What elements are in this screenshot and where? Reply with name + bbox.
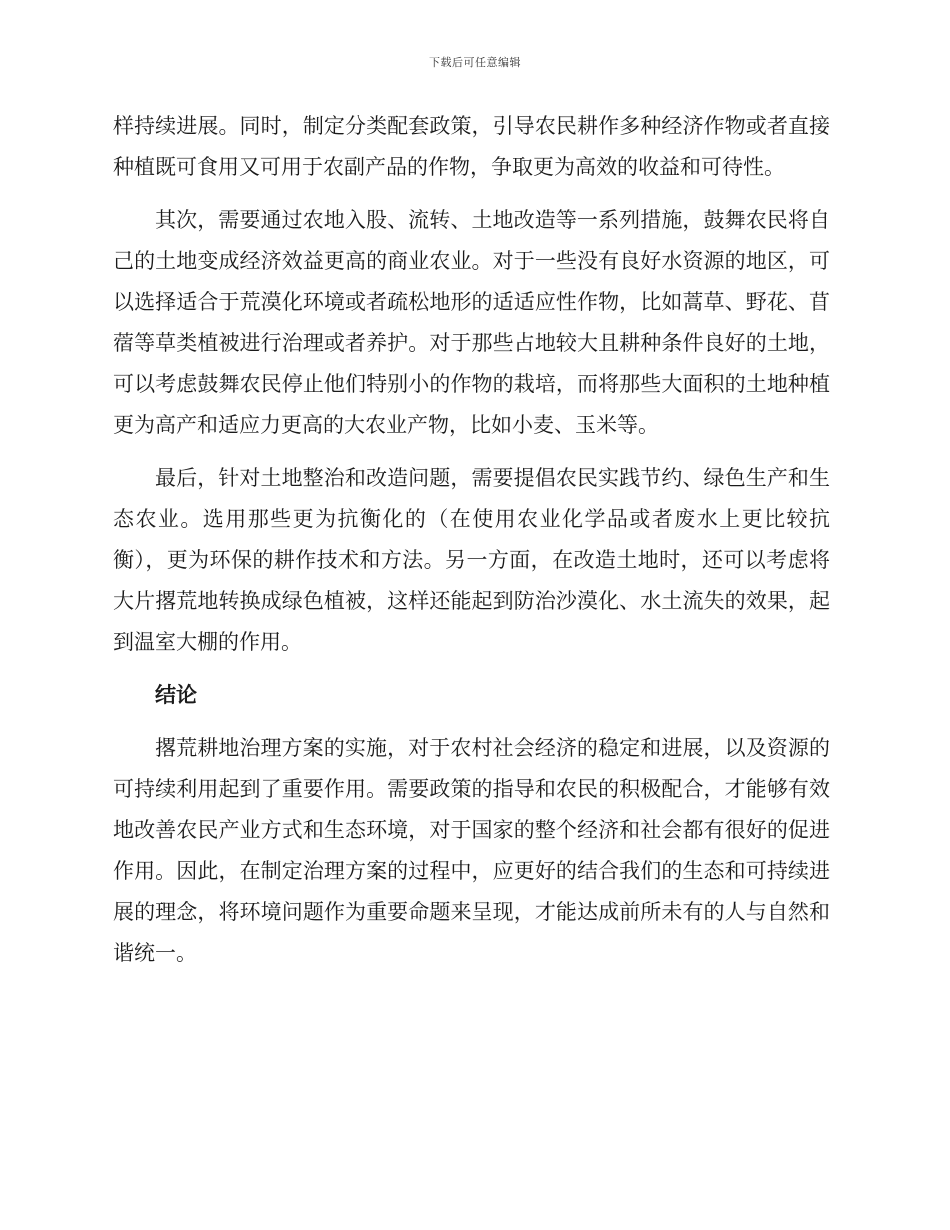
- section-heading-conclusion: 结论: [155, 683, 197, 707]
- paragraph-conclusion: 撂荒耕地治理方案的实施，对于农村社会经济的稳定和进展，以及资源的可持续利用起到了重要作用。需要政策的指导和农民的积极配合，才能够有效地改善农民产业方式和生态环境，对于国家的整个经济和社会都有很好的促进作用。因此，在制定治理方案的过程中，应更好的结合我们的生态和可持续进展的理念，将环境问题作为重要命题来呈现，才能达成前所未有的人与自然和谐统一。: [113, 736, 830, 965]
- paragraph-secondly: 其次，需要通过农地入股、流转、土地改造等一系列措施，鼓舞农民将自己的土地变成经济效益更高的商业农业。对于一些没有良好水资源的地区，可以选择适合于荒漠化环境或者疏松地形的适适应性作物，比如蒿草、野花、苜蓿等草类植被进行治理或者养护。对于那些占地较大且耕种条件良好的土地，可以考虑鼓舞农民停止他们特别小的作物的栽培，而将那些大面积的土地种植更为高产和适应力更高的大农业产物，比如小麦、玉米等。: [113, 208, 830, 437]
- document-body: [113, 106, 830, 974]
- paragraph-continuation: 样持续进展。同时，制定分类配套政策，引导农民耕作多种经济作物或者直接种植既可食用又可用于农副产品的作物，争取更为高效的收益和可待性。: [113, 114, 830, 179]
- page-header: 下载后可任意编辑: [429, 56, 521, 69]
- paragraph-finally: 最后，针对土地整治和改造问题，需要提倡农民实践节约、绿色生产和生态农业。选用那些更为抗衡化的（在使用农业化学品或者废水上更比较抗衡），更为环保的耕作技术和方法。另一方面，在改造土地时，还可以考虑将大片撂荒地转换成绿色植被，这样还能起到防治沙漠化、水土流失的效果，起到温室大棚的作用。: [113, 466, 830, 654]
